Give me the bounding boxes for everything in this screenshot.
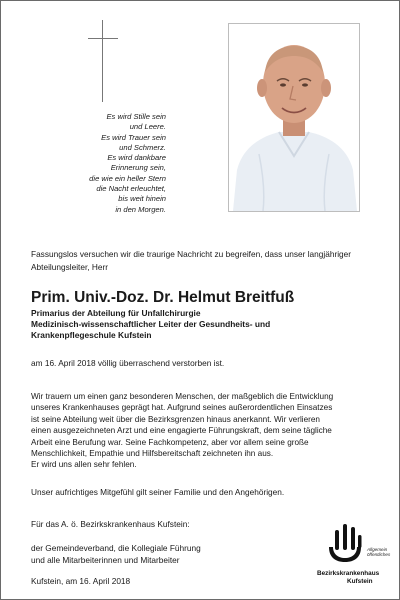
poem-line: Es wird Stille sein (106, 112, 166, 121)
signature-line: der Gemeindeverband, die Kollegiale Führung (31, 543, 201, 553)
logo-hospital-name: Bezirkskrankenhaus (317, 570, 380, 577)
signature-block (31, 542, 201, 566)
logo-side-line: Allgemein (367, 547, 388, 552)
tribute-line: Menschlichkeit, Empathie und Hilfsbereitschaft zeichneten ihn aus. (31, 449, 274, 459)
poem-line: und Leere. (129, 122, 166, 132)
signature-line: und alle Mitarbeiterinnen und Mitarbeiter (31, 555, 180, 565)
poem-line: Es wird Trauer sein (101, 132, 166, 142)
cross-icon (88, 20, 118, 102)
tribute-paragraph (31, 391, 371, 471)
hospital-hands-logo-icon (325, 521, 365, 563)
tribute-line: einen ausgezeichneten Arzt und eine engagierte Führungskraft, dem seine tägliche (31, 426, 332, 436)
signature-organization: Für das A. ö. Bezirkskrankenhaus Kufstein: (31, 519, 190, 529)
intro-text: Fassungslos versuchen wir die traurige Nachricht zu begreifen, dass unser langjähriger Abteilungsleiter, Herr (31, 249, 352, 272)
poem-line: Erinnerung sein, (110, 163, 166, 173)
tribute-line: unseres Krankenhauses geprägt hat. Aufgrund seines außerordentlichen Einsatzes (31, 403, 333, 413)
deceased-name: Prim. Univ.-Doz. Dr. Helmut Breitfuß (31, 289, 295, 306)
poem-line: bis weit hinein (118, 194, 166, 204)
role-line: Medizinisch-wissenschaftlicher Leiter der Gesundheits- und (31, 318, 271, 329)
death-notice: am 16. April 2018 völlig überraschend verstorben ist. (31, 358, 225, 368)
poem-line: die Nacht erleuchtet, (96, 184, 166, 194)
poem-line: die wie ein heller Stern (89, 173, 166, 183)
poem (31, 112, 166, 215)
tribute-line: Er wird uns allen sehr fehlen. (31, 460, 137, 470)
logo-side-text (367, 547, 390, 558)
poem-line: in den Morgen. (115, 204, 166, 214)
portrait-photo (228, 23, 360, 212)
logo-side-line: öffentliches (367, 552, 391, 558)
poem-line: Es wird dankbare (107, 153, 166, 163)
tribute-line: Arbeit eine Berufung war. Seine Fachkompetenz, aber vor allem seine große (31, 437, 309, 447)
poem-line: und Schmerz. (119, 142, 166, 152)
role-line: Primarius der Abteilung für Unfallchirurgie (31, 308, 201, 318)
logo-city: Kufstein (347, 578, 373, 585)
condolence-text: Unser aufrichtiges Mitgefühl gilt seiner Familie und den Angehörigen. (31, 487, 285, 497)
tribute-line: ist seine Abteilung weit über die Bezirksgrenzen hinaus anerkannt. Wir verlieren (31, 414, 320, 424)
hospital-logo (317, 521, 393, 591)
place-date: Kufstein, am 16. April 2018 (31, 576, 131, 586)
roles (31, 308, 371, 340)
role-line: Krankenpflegeschule Kufstein (31, 329, 152, 340)
tribute-line: Wir trauern um einen ganz besonderen Menschen, der maßgeblich die Entwicklung (31, 392, 334, 401)
